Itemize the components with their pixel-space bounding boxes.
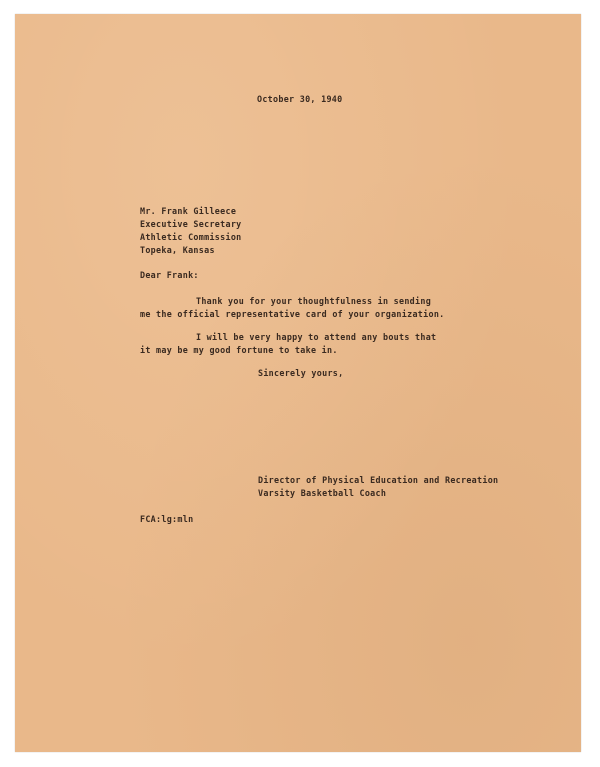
signature-line-1: Director of Physical Education and Recreation <box>258 475 499 485</box>
recipient-location: Topeka, Kansas <box>140 245 215 255</box>
closing: Sincerely yours, <box>258 368 344 378</box>
recipient-title: Executive Secretary <box>140 219 242 229</box>
body-paragraph-2-line-2: it may be my good fortune to take in. <box>140 345 338 355</box>
body-paragraph-2-line-1: I will be very happy to attend any bouts that <box>196 332 437 342</box>
body-paragraph-1-line-2: me the official representative card of your organization. <box>140 309 445 319</box>
body-paragraph-1-line-1: Thank you for your thoughtfulness in sending <box>196 296 432 306</box>
letter-date: October 30, 1940 <box>257 94 343 104</box>
recipient-organization: Athletic Commission <box>140 232 242 242</box>
letter-page <box>15 14 581 752</box>
reference-initials: FCA:lg:mln <box>140 514 194 524</box>
salutation: Dear Frank: <box>140 270 199 280</box>
recipient-name: Mr. Frank Gilleece <box>140 206 237 216</box>
signature-line-2: Varsity Basketball Coach <box>258 488 387 498</box>
